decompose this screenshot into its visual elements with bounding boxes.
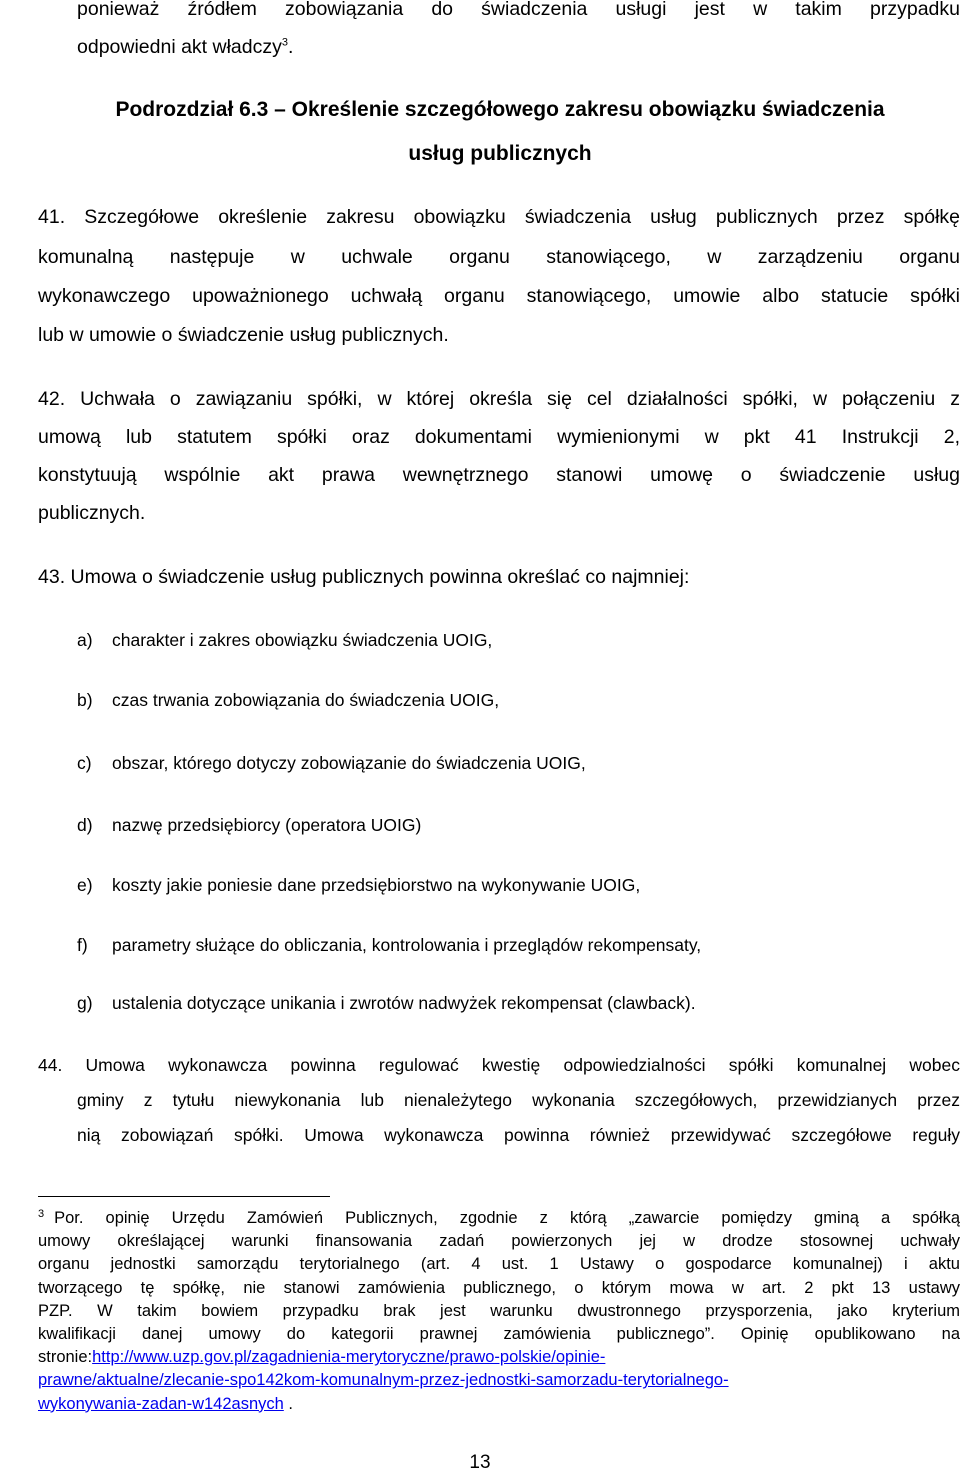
paragraph-42-line-4: publicznych.: [38, 502, 146, 524]
continuation-period: .: [288, 36, 294, 58]
list-item-label: f): [77, 935, 88, 955]
footnote-line-5: PZP. W takim bowiem przypadku brak jest warunku dwustronnego przysporzenia, jako kryterium: [38, 1301, 960, 1320]
footnote-source-prefix: stronie:: [38, 1348, 93, 1367]
continuation-line-1: ponieważ źródłem zobowiązania do świadczenia usługi jest w takim przypadku: [77, 0, 960, 20]
paragraph-41-line-3: wykonawczego upoważnionego uchwałą organu stanowiącego, umowie albo statucie spółki: [38, 285, 960, 307]
paragraph-44-line-3: nią zobowiązań spółki. Umowa wykonawcza powinna również przewidywać szczegółowe reguły: [77, 1125, 960, 1145]
list-item-text: charakter i zakres obowiązku świadczenia UOIG,: [112, 630, 493, 650]
footnote-line-7: [38, 1346, 960, 1369]
footnote-link-part-2[interactable]: prawne/aktualne/zlecanie-spo142kom-komunalnym-przez-jednostki-samorzadu-terytorialnego-: [38, 1371, 729, 1390]
paragraph-43-intro: 43. Umowa o świadczenie usług publicznych powinna określać co najmniej:: [38, 566, 690, 588]
list-item-text: nazwę przedsiębiorcy (operatora UOIG): [112, 815, 422, 835]
list-item: [77, 688, 499, 712]
footnote-end-period: .: [283, 1394, 293, 1413]
list-item: [77, 628, 492, 652]
paragraph-42-line-1: 42. Uchwała o zawiązaniu spółki, w której określa się cel działalności spółki, w połączeniu z: [38, 388, 960, 410]
paragraph-41-line-2: komunalną następuje w uchwale organu stanowiącego, w zarządzeniu organu: [38, 246, 960, 268]
paragraph-41-line-1: 41. Szczegółowe określenie zakresu obowiązku świadczenia usług publicznych przez spółkę: [38, 206, 960, 228]
footnote-line-2: umowy określającej warunki finansowania zadań powierzonych jej w drodze stosownej uchwały: [38, 1232, 960, 1251]
footnote-line-6: kwalifikacji danej umowy do kategorii prawnej zamówienia publicznego”. Opinię opublikowano na: [38, 1325, 960, 1344]
paragraph-44-line-1: 44. Umowa wykonawcza powinna regulować kwestię odpowiedzialności spółki komunalnej wobec: [38, 1055, 960, 1075]
section-title-line-2: usług publicznych: [408, 142, 592, 165]
footnote-line-1: [38, 1207, 960, 1230]
footnote-line-1-text: Por. opinię Urzędu Zamówień Publicznych, zgodnie z którą „zawarcie pomiędzy gminą a spółką: [54, 1209, 960, 1227]
list-item-label: c): [77, 753, 92, 773]
list-item-label: a): [77, 630, 93, 650]
paragraph-42-line-2: umową lub statutem spółki oraz dokumentami wymienionymi w pkt 41 Instrukcji 2,: [38, 426, 960, 448]
continuation-text: odpowiedni akt władczy: [77, 36, 282, 58]
list-item-label: d): [77, 815, 93, 835]
footnote: [38, 1207, 960, 1416]
list-item-label: e): [77, 875, 93, 895]
paragraph-41-line-4: lub w umowie o świadczenie usług publicznych.: [38, 324, 449, 346]
continuation-line-2: [77, 28, 293, 66]
list-item-text: czas trwania zobowiązania do świadczenia UOIG,: [112, 690, 500, 710]
section-title-line-1: Podrozdział 6.3 – Określenie szczegółowego zakresu obowiązku świadczenia: [115, 98, 885, 121]
footnote-ref: 3: [281, 36, 288, 49]
list-item: [77, 933, 701, 957]
footnote-link-part-3[interactable]: wykonywania-zadan-w142asnych: [38, 1394, 284, 1413]
list-item-label: b): [77, 690, 93, 710]
list-item-text: koszty jakie poniesie dane przedsiębiorstwo na wykonywanie UOIG,: [112, 875, 641, 895]
list-item: [77, 751, 586, 775]
list-item-text: ustalenia dotyczące unikania i zwrotów nadwyżek rekompensat (clawback).: [112, 993, 696, 1013]
list-item-text: parametry służące do obliczania, kontrolowania i przeglądów rekompensaty,: [112, 935, 702, 955]
footnote-line-9: [38, 1393, 960, 1416]
list-item: [77, 991, 696, 1015]
footnote-separator: [38, 1196, 330, 1197]
section-title: [40, 88, 960, 176]
list-item: [77, 813, 421, 837]
footnote-number: 3: [38, 1207, 45, 1220]
list-item-label: g): [77, 993, 93, 1013]
page-number: 13: [469, 1452, 491, 1473]
footnote-line-8: [38, 1369, 960, 1392]
footnote-line-3: organu jednostki samorządu terytorialnego (art. 4 ust. 1 Ustawy o gospodarce komunalnej) i aktu: [38, 1255, 960, 1274]
paragraph-44-line-2: gminy z tytułu niewykonania lub nienależytego wykonania szczegółowych, przewidzianych przez: [77, 1090, 960, 1110]
list-item-text: obszar, którego dotyczy zobowiązanie do świadczenia UOIG,: [112, 753, 586, 773]
footnote-line-4: tworzącego tę spółkę, nie stanowi zamówienia publicznego, o którym mowa w art. 2 pkt 13 ustawy: [38, 1278, 960, 1297]
footnote-link-part-1[interactable]: http://www.uzp.gov.pl/zagadnienia-merytoryczne/prawo-polskie/opinie-: [92, 1348, 606, 1367]
paragraph-42-line-3: konstytuują wspólnie akt prawa wewnętrznego stanowi umowę o świadczenie usług: [38, 464, 960, 486]
list-item: [77, 873, 640, 897]
